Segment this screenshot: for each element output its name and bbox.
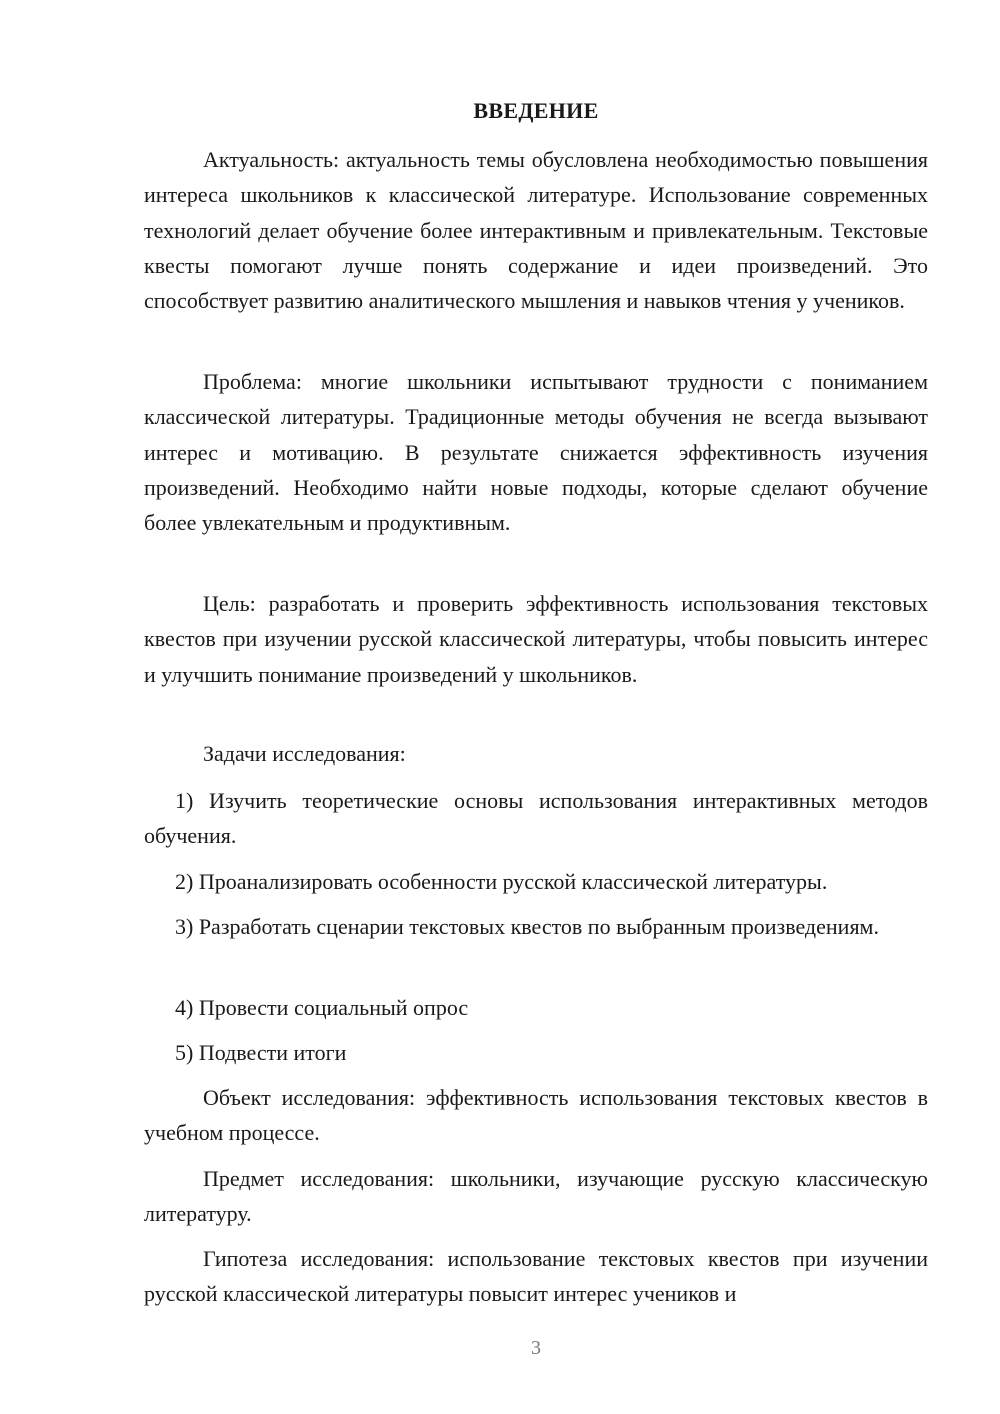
paragraph-relevance: Актуальность: актуальность темы обусловлена необходимостью повышения интереса школьников к классической литературе. Использование современных технологий делает обучение более интерактивным и привлекательным. Текстовые квесты помогают лучше понять содержание и идеи произведений. Это способствует развитию аналитического мышления и навыков чтения у учеников. <box>144 147 928 314</box>
task-item-4: 4) Провести социальный опрос <box>175 995 469 1020</box>
section-title: ВВЕДЕНИЕ <box>473 98 599 123</box>
paragraph-hypothesis: Гипотеза исследования: использование текстовых квестов при изучении русской классической литературы повысит интерес учеников и <box>144 1246 928 1307</box>
task-item-3: 3) Разработать сценарии текстовых квестов по выбранным произведениям. <box>175 914 879 939</box>
paragraph-subject: Предмет исследования: школьники, изучающие русскую классическую литературу. <box>144 1166 928 1227</box>
paragraph-object: Объект исследования: эффективность использования текстовых квестов в учебном процессе. <box>144 1085 928 1146</box>
task-item-1: 1) Изучить теоретические основы использования интерактивных методов обучения. <box>144 788 928 849</box>
task-item-2: 2) Проанализировать особенности русской классической литературы. <box>175 869 828 894</box>
task-item-5: 5) Подвести итоги <box>175 1040 347 1065</box>
tasks-heading: Задачи исследования: <box>203 741 406 766</box>
paragraph-goal: Цель: разработать и проверить эффективность использования текстовых квестов при изучении русской классической литературы, чтобы повысить интерес и улучшить понимание произведений у школьников. <box>144 591 928 687</box>
page-number: 3 <box>531 1337 541 1359</box>
paragraph-problem: Проблема: многие школьники испытывают трудности с пониманием классической литературы. Традиционные методы обучения не всегда вызывают интерес и мотивацию. В результате снижается эффективность изучения произведений. Необходимо найти новые подходы, которые сделают обучение более увлекательным и продуктивным. <box>144 369 928 536</box>
